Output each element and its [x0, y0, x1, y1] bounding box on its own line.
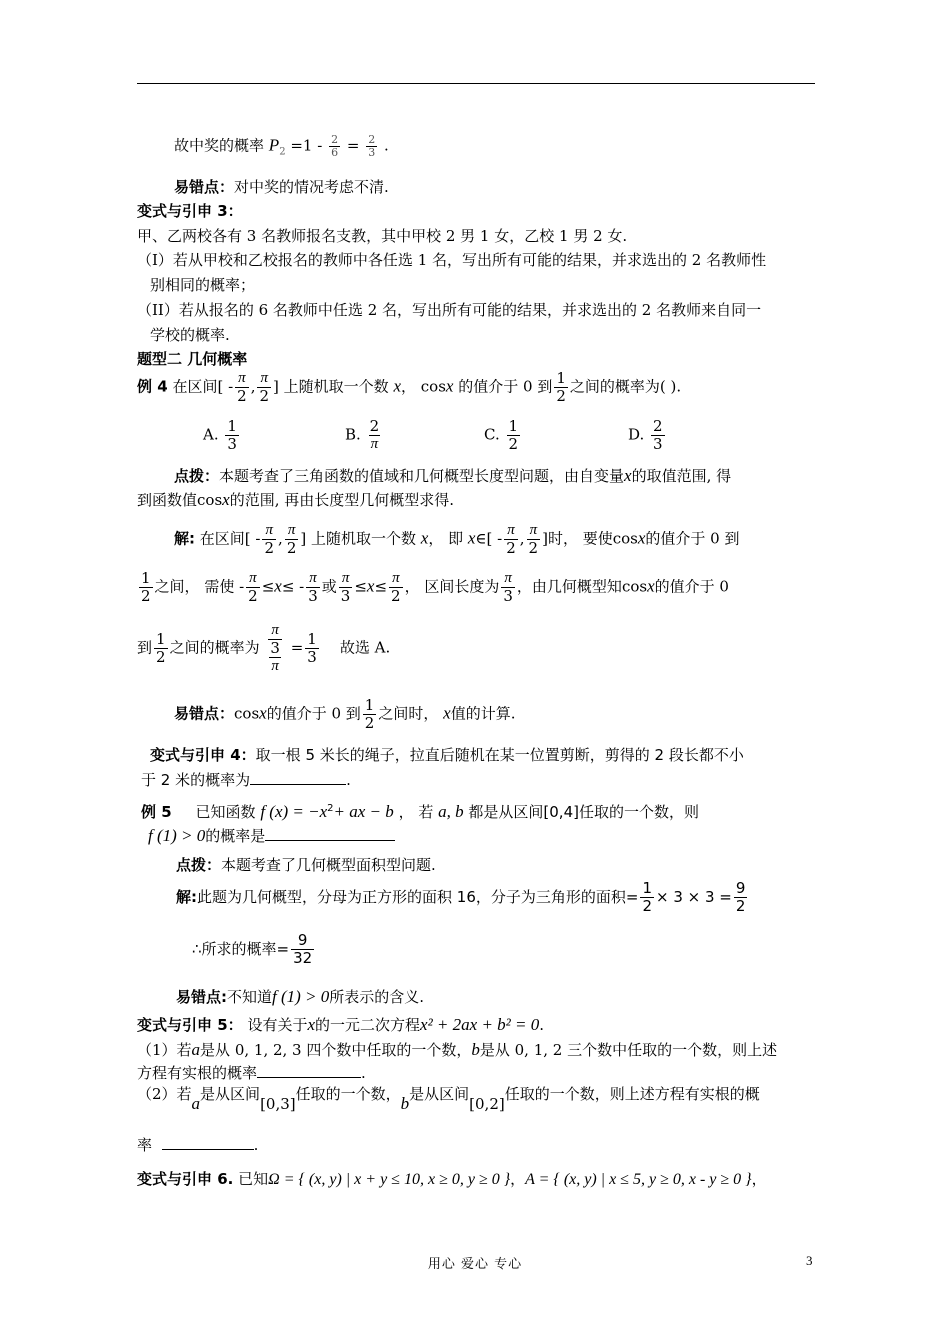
option-c: C. $\frac{1}{2}$	[484, 417, 519, 453]
answer-blank[interactable]	[162, 1135, 254, 1150]
solution-4-line1: 解: 在区间[ - $\frac{\pi}{2}$ , $\frac{\pi}{2}$ ] 上随机取一个数 x， 即 x∈[ - $\frac{\pi}{2}$ , $\frac{\pi}{2}$ ]时， 要使cosx的值介于 0 到	[174, 522, 740, 557]
error-point-1: 易错点：对中奖的情况考虑不清.	[174, 178, 389, 196]
fraction: $\frac{2}{3}$	[368, 133, 376, 159]
error-point-4: 易错点：cosx的值介于 0 到 $\frac{1}{2}$ 之间时， x值的计算.	[174, 696, 516, 732]
nested-fraction: $\frac{\frac{\pi}{3}}{\pi}$	[270, 622, 280, 674]
variant-5: 变式与引申 5： 设有关于x的一元二次方程x² + 2ax + b² = 0.	[137, 1015, 545, 1034]
example-5-cont: f (1) > 0的概率是	[148, 826, 395, 845]
answer-blank[interactable]	[265, 826, 395, 841]
page-footer: 用心 爱心 专心	[427, 1257, 523, 1272]
variant-3-part1-cont: 别相同的概率；	[150, 276, 256, 294]
fraction: $\frac{\pi}{2}$	[237, 370, 247, 405]
variant-5-part2: （2）若a是从区间[0,3]任取的一个数，b是从区间[0,2]任取的一个数，则上述方程有实根的概	[137, 1085, 760, 1113]
variant-6: 变式与引申 6. 已知Ω = { (x, y) | x + y ≤ 10, x ≥ 0, y ≥ 0 }，A = { (x, y) | x ≤ 5, y ≥ 0, x - y ≥ 0 }，	[137, 1170, 767, 1188]
option-b: B. $\frac{2}{\pi}$	[345, 417, 380, 452]
variant-5-part1-cont: 方程有实根的概率 .	[137, 1064, 366, 1082]
header-rule	[137, 83, 815, 84]
page-number: 3	[806, 1253, 813, 1268]
option-a: A. $\frac{1}{3}$	[203, 417, 237, 453]
example-4: 例 4 在区间[ - $\frac{\pi}{2}$ , $\frac{\pi}{2}$ ] 上随机取一个数 x， cosx 的值介于 0 到 $\frac{1}{2}$ 之间的概率为( ).	[137, 369, 682, 405]
example-5: 例 5 已知函数 f $(x) = -x^2+$ ax − b ， 若 a, b 都是从区间[0,4]任取的一个数，则	[141, 802, 699, 821]
variant-4-cont: 于 2 米的概率为 .	[141, 771, 351, 789]
solution-4-line2: $\frac{1}{2}$ 之间， 需使 - $\frac{\pi}{2}$ ≤x≤ - $\frac{\pi}{3}$ 或 $\frac{\pi}{3}$ ≤x≤ $\frac{\pi}{2}$ ， 区间长度为 $\frac{\pi}{3}$ ，由几何概型知cosx的值介于 0	[141, 569, 729, 605]
fraction: $\frac{2}{6}$	[331, 133, 339, 159]
hint-4-cont: 到函数值cosx的范围, 再由长度型几何概型求得.	[137, 490, 455, 509]
answer-blank[interactable]	[250, 770, 346, 785]
solution-5: 解:此题为几何概型，分母为正方形的面积 16，分子为三角形的面积= $\frac{1}{2}$ × 3 × 3 = $\frac{9}{2}$	[176, 879, 746, 915]
variant-3-part2: （II）若从报名的 6 名教师中任选 2 名，写出所有可能的结果，并求选出的 2 名教师来自同一	[137, 301, 762, 319]
variant-3-text: 甲、乙两校各有 3 名教师报名支教，其中甲校 2 男 1 女，乙校 1 男 2 女.	[137, 227, 628, 245]
hint-4: 点拨：本题考查了三角函数的值域和几何概型长度型问题，由自变量x的取值范围, 得	[174, 466, 732, 485]
hint-5: 点拨：本题考查了几何概型面积型问题.	[176, 856, 436, 874]
section-heading-geometric: 题型二 几何概率	[137, 350, 248, 368]
fraction: $\frac{1}{2}$	[556, 369, 566, 405]
solution-5-result: ∴所求的概率= $\frac{9}{32}$	[192, 931, 313, 967]
answer-blank[interactable]	[257, 1063, 361, 1078]
error-point-5: 易错点:不知道f (1) > 0所表示的含义.	[176, 987, 425, 1006]
option-d: D. $\frac{2}{3}$	[628, 417, 663, 453]
variant-3-part2-cont: 学校的概率.	[150, 326, 230, 344]
solution-4-line3: 到 $\frac{1}{2}$ 之间的概率为 $\frac{\frac{\pi}{3}}{\pi}$ = $\frac{1}{3}$ 故选 A.	[137, 622, 391, 674]
variant-5-part2-cont: 率 .	[137, 1136, 259, 1154]
variant-4: 变式与引申 4：取一根 5 米长的绳子，拉直后随机在某一位置剪断，剪得的 2 段长都不小	[150, 746, 744, 764]
variant-5-part1: （1）若a是从 0, 1, 2, 3 四个数中任取的一个数，b是从 0, 1, 2 三个数中任取的一个数，则上述	[137, 1040, 778, 1059]
fraction: $\frac{\pi}{2}$	[259, 370, 270, 405]
prize-probability-line: 故中奖的概率 $P_2 =1$ - $\frac{2}{6}$ = $\frac{2}{3}$ .	[174, 133, 389, 159]
variant-3-part1: （I）若从甲校和乙校报名的教师中各任选 1 名，写出所有可能的结果，并求选出的 2 名教师性	[137, 251, 767, 269]
variant-3-heading: 变式与引申 3：	[137, 202, 243, 220]
